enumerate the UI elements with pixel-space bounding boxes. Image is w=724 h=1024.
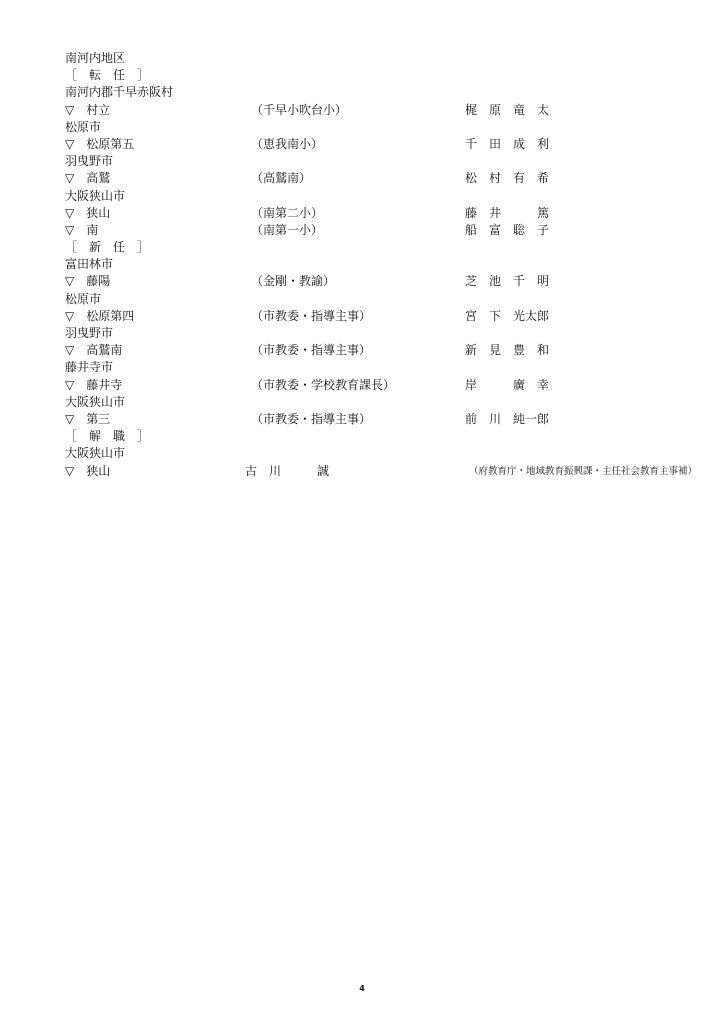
municipality-name: 松原市	[65, 291, 102, 306]
appointment-row	[65, 170, 705, 187]
school-name: ▽ 藤井寺	[65, 377, 123, 392]
school-name: ▽ 高鷲	[65, 171, 111, 186]
previous-post: （高鷲南）	[251, 171, 312, 186]
appointment-row	[65, 136, 705, 153]
municipality-name: 南河内郡千早赤阪村	[65, 85, 174, 100]
heading-text: 南河内地区	[65, 51, 126, 65]
person-name: 前 川 純一郎	[465, 411, 550, 426]
appointment-row	[65, 308, 705, 325]
appointment-row	[65, 273, 705, 290]
heading-text: ［ 解 職 ］	[65, 429, 150, 444]
person-name: 船 富 聡 子	[465, 222, 550, 237]
school-name: ▽ 高鷲南	[65, 343, 123, 358]
appointment-row	[65, 342, 705, 359]
page-number: 4	[359, 984, 365, 993]
appointment-row	[65, 102, 705, 119]
person-name: 芝 池 千 明	[465, 274, 550, 289]
school-name: ▽ 第三	[65, 411, 111, 426]
municipality-name: 藤井寺市	[65, 360, 114, 375]
previous-post: （市教委・指導主事）	[251, 308, 372, 323]
municipality-name: 富田林市	[65, 257, 114, 272]
municipality-heading	[65, 256, 705, 273]
municipality-heading	[65, 291, 705, 308]
person-name: 松 村 有 希	[465, 171, 550, 186]
municipality-heading	[65, 84, 705, 101]
person-name: 新 見 豊 和	[465, 343, 550, 358]
previous-post: （恵我南小）	[251, 136, 324, 151]
person-name: 宮 下 光太郎	[465, 308, 550, 323]
document-body	[65, 50, 705, 480]
school-name: ▽ 松原第四	[65, 308, 135, 323]
school-name: ▽ 松原第五	[65, 136, 135, 151]
municipality-heading	[65, 359, 705, 376]
section-heading-resignation	[65, 428, 705, 445]
municipality-heading	[65, 445, 705, 462]
municipality-heading	[65, 153, 705, 170]
school-name: ▽ 狭山	[65, 463, 111, 478]
new-post-note: （府教育庁・地域教育振興課・主任社会教育主事補）	[469, 465, 698, 477]
school-name: ▽ 狭山	[65, 205, 111, 220]
municipality-name: 大阪狭山市	[65, 446, 126, 461]
previous-post: （市教委・指導主事）	[251, 343, 372, 358]
previous-post: （金剛・教諭）	[251, 274, 336, 289]
municipality-heading	[65, 325, 705, 342]
school-name: ▽ 藤陽	[65, 274, 111, 289]
previous-post: （市教委・学校教育課長）	[251, 377, 396, 392]
appointment-row	[65, 411, 705, 428]
person-name: 古 川 誠	[245, 463, 330, 478]
appointment-row	[65, 205, 705, 222]
person-name: 千 田 成 利	[465, 136, 550, 151]
person-name: 岸 廣 幸	[465, 377, 550, 392]
municipality-heading	[65, 119, 705, 136]
school-name: ▽ 村立	[65, 102, 111, 117]
heading-text: ［ 転 任 ］	[65, 68, 150, 83]
previous-post: （千早小吹台小）	[251, 102, 348, 117]
municipality-name: 羽曳野市	[65, 154, 114, 169]
previous-post: （南第一小）	[251, 222, 324, 237]
municipality-name: 羽曳野市	[65, 326, 114, 340]
municipality-name: 松原市	[65, 119, 102, 134]
municipality-name: 大阪狭山市	[65, 394, 126, 409]
municipality-heading	[65, 394, 705, 411]
municipality-name: 大阪狭山市	[65, 188, 126, 203]
section-heading-new	[65, 239, 705, 256]
section-heading-transfer	[65, 67, 705, 84]
municipality-heading	[65, 188, 705, 205]
previous-post: （市教委・指導主事）	[251, 411, 372, 426]
person-name: 梶 原 竜 太	[465, 102, 550, 117]
heading-text: ［ 新 任 ］	[65, 240, 150, 255]
appointment-row	[65, 222, 705, 239]
appointment-row	[65, 377, 705, 394]
resignation-row	[65, 463, 705, 480]
person-name: 藤 井 篤	[465, 205, 550, 220]
region-heading	[65, 50, 705, 67]
previous-post: （南第二小）	[251, 205, 324, 220]
school-name: ▽ 南	[65, 222, 99, 237]
